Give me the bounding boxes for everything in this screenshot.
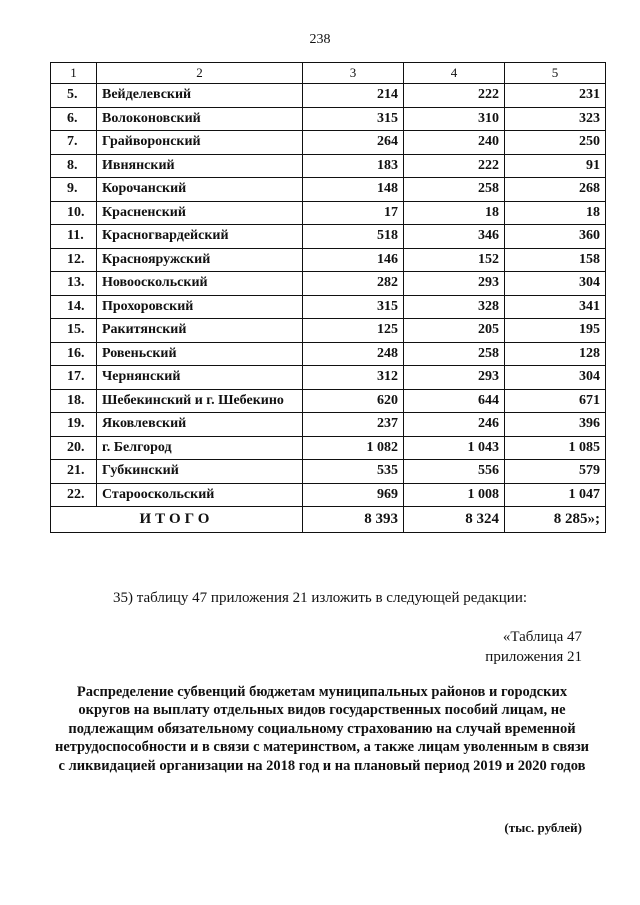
units-label: (тыс. рублей) bbox=[504, 820, 582, 835]
table-row bbox=[51, 154, 606, 178]
row-value-2019: 1 043 bbox=[404, 436, 505, 460]
row-district: Чернянский bbox=[97, 366, 303, 390]
row-value-2018: 620 bbox=[303, 389, 404, 413]
table-row bbox=[51, 460, 606, 484]
row-number: 20. bbox=[51, 436, 97, 460]
table-row bbox=[51, 483, 606, 507]
row-number: 14. bbox=[51, 295, 97, 319]
table-row bbox=[51, 131, 606, 155]
table-row bbox=[51, 225, 606, 249]
table-row bbox=[51, 201, 606, 225]
row-value-2018: 315 bbox=[303, 295, 404, 319]
header-col-1: 1 bbox=[51, 63, 97, 84]
row-district: Яковлевский bbox=[97, 413, 303, 437]
row-district: Ивнянский bbox=[97, 154, 303, 178]
row-value-2020: 250 bbox=[505, 131, 606, 155]
row-value-2018: 125 bbox=[303, 319, 404, 343]
row-number: 15. bbox=[51, 319, 97, 343]
row-value-2020: 579 bbox=[505, 460, 606, 484]
row-district: Новооскольский bbox=[97, 272, 303, 296]
table-heading: Распределение субвенций бюджетам муниципальных районов и городских округов на выплату отдельных видов государственных пособий лицам, не подлежащим обязательному социальному страхованию на случай временной нетрудоспособности и в связи с материнством, а также лицам уволенным в связи с ликвидацией организации на 2018 год и на плановый период 2019 и 2020 годов bbox=[54, 684, 590, 774]
row-value-2019: 258 bbox=[404, 342, 505, 366]
row-value-2018: 248 bbox=[303, 342, 404, 366]
table-reference-line1: «Таблица 47 bbox=[502, 629, 582, 645]
row-number: 5. bbox=[51, 84, 97, 108]
row-value-2020: 304 bbox=[505, 366, 606, 390]
row-value-2018: 148 bbox=[303, 178, 404, 202]
row-number: 8. bbox=[51, 154, 97, 178]
row-value-2019: 328 bbox=[404, 295, 505, 319]
table-row bbox=[51, 248, 606, 272]
row-value-2019: 644 bbox=[404, 389, 505, 413]
total-value-2019: 8 324 bbox=[404, 507, 505, 533]
row-number: 13. bbox=[51, 272, 97, 296]
row-value-2020: 671 bbox=[505, 389, 606, 413]
row-number: 6. bbox=[51, 107, 97, 131]
header-col-2: 2 bbox=[97, 63, 303, 84]
row-district: г. Белгород bbox=[97, 436, 303, 460]
table-row bbox=[51, 272, 606, 296]
row-district: Губкинский bbox=[97, 460, 303, 484]
row-number: 22. bbox=[51, 483, 97, 507]
row-value-2018: 17 bbox=[303, 201, 404, 225]
row-district: Ровеньский bbox=[97, 342, 303, 366]
row-value-2019: 246 bbox=[404, 413, 505, 437]
table-row bbox=[51, 295, 606, 319]
row-value-2019: 258 bbox=[404, 178, 505, 202]
total-value-2020: 8 285»; bbox=[505, 507, 606, 533]
page-number: 238 bbox=[309, 32, 331, 47]
row-value-2019: 346 bbox=[404, 225, 505, 249]
row-number: 12. bbox=[51, 248, 97, 272]
row-value-2019: 222 bbox=[404, 154, 505, 178]
row-value-2020: 396 bbox=[505, 413, 606, 437]
row-district: Вейделевский bbox=[97, 84, 303, 108]
row-number: 19. bbox=[51, 413, 97, 437]
row-district: Прохоровский bbox=[97, 295, 303, 319]
row-value-2019: 152 bbox=[404, 248, 505, 272]
table-row bbox=[51, 107, 606, 131]
row-district: Красногвардейский bbox=[97, 225, 303, 249]
row-value-2018: 312 bbox=[303, 366, 404, 390]
row-number: 10. bbox=[51, 201, 97, 225]
row-district: Корочанский bbox=[97, 178, 303, 202]
instruction-text: 35) таблицу 47 приложения 21 изложить в следующей редакции: bbox=[112, 590, 528, 606]
row-value-2019: 205 bbox=[404, 319, 505, 343]
row-value-2018: 535 bbox=[303, 460, 404, 484]
row-value-2019: 222 bbox=[404, 84, 505, 108]
row-number: 17. bbox=[51, 366, 97, 390]
row-value-2018: 146 bbox=[303, 248, 404, 272]
row-value-2020: 1 047 bbox=[505, 483, 606, 507]
row-district: Ракитянский bbox=[97, 319, 303, 343]
row-value-2019: 18 bbox=[404, 201, 505, 225]
header-col-5: 5 bbox=[505, 63, 606, 84]
row-value-2018: 183 bbox=[303, 154, 404, 178]
table-reference bbox=[485, 627, 582, 667]
row-value-2020: 304 bbox=[505, 272, 606, 296]
row-value-2018: 518 bbox=[303, 225, 404, 249]
row-district: Красненский bbox=[97, 201, 303, 225]
row-district: Краснояружский bbox=[97, 248, 303, 272]
row-value-2019: 293 bbox=[404, 272, 505, 296]
table-reference-line2: приложения 21 bbox=[485, 649, 582, 665]
row-value-2018: 315 bbox=[303, 107, 404, 131]
table-row bbox=[51, 366, 606, 390]
row-value-2018: 264 bbox=[303, 131, 404, 155]
subsidy-table bbox=[50, 62, 606, 533]
row-number: 21. bbox=[51, 460, 97, 484]
row-value-2019: 1 008 bbox=[404, 483, 505, 507]
total-row bbox=[51, 507, 606, 533]
row-number: 18. bbox=[51, 389, 97, 413]
header-col-4: 4 bbox=[404, 63, 505, 84]
table-row bbox=[51, 319, 606, 343]
table-row bbox=[51, 413, 606, 437]
row-value-2019: 293 bbox=[404, 366, 505, 390]
row-number: 7. bbox=[51, 131, 97, 155]
row-value-2020: 360 bbox=[505, 225, 606, 249]
row-value-2020: 18 bbox=[505, 201, 606, 225]
row-value-2020: 195 bbox=[505, 319, 606, 343]
row-value-2020: 268 bbox=[505, 178, 606, 202]
row-value-2018: 969 bbox=[303, 483, 404, 507]
row-district: Волоконовский bbox=[97, 107, 303, 131]
row-value-2020: 341 bbox=[505, 295, 606, 319]
table-row bbox=[51, 342, 606, 366]
table-row bbox=[51, 389, 606, 413]
table-header-row bbox=[51, 63, 606, 84]
row-number: 11. bbox=[51, 225, 97, 249]
row-district: Шебекинский и г. Шебекино bbox=[97, 389, 303, 413]
header-col-3: 3 bbox=[303, 63, 404, 84]
total-value-2018: 8 393 bbox=[303, 507, 404, 533]
row-value-2020: 158 bbox=[505, 248, 606, 272]
row-value-2018: 1 082 bbox=[303, 436, 404, 460]
total-label: ИТОГО bbox=[51, 507, 303, 533]
row-value-2018: 237 bbox=[303, 413, 404, 437]
row-value-2019: 310 bbox=[404, 107, 505, 131]
table-row bbox=[51, 436, 606, 460]
table-row bbox=[51, 178, 606, 202]
row-value-2020: 231 bbox=[505, 84, 606, 108]
row-number: 16. bbox=[51, 342, 97, 366]
row-value-2019: 240 bbox=[404, 131, 505, 155]
row-value-2020: 323 bbox=[505, 107, 606, 131]
row-value-2018: 282 bbox=[303, 272, 404, 296]
row-value-2018: 214 bbox=[303, 84, 404, 108]
row-number: 9. bbox=[51, 178, 97, 202]
table-row bbox=[51, 84, 606, 108]
row-value-2020: 91 bbox=[505, 154, 606, 178]
row-district: Старооскольский bbox=[97, 483, 303, 507]
row-district: Грайворонский bbox=[97, 131, 303, 155]
row-value-2020: 1 085 bbox=[505, 436, 606, 460]
row-value-2019: 556 bbox=[404, 460, 505, 484]
row-value-2020: 128 bbox=[505, 342, 606, 366]
